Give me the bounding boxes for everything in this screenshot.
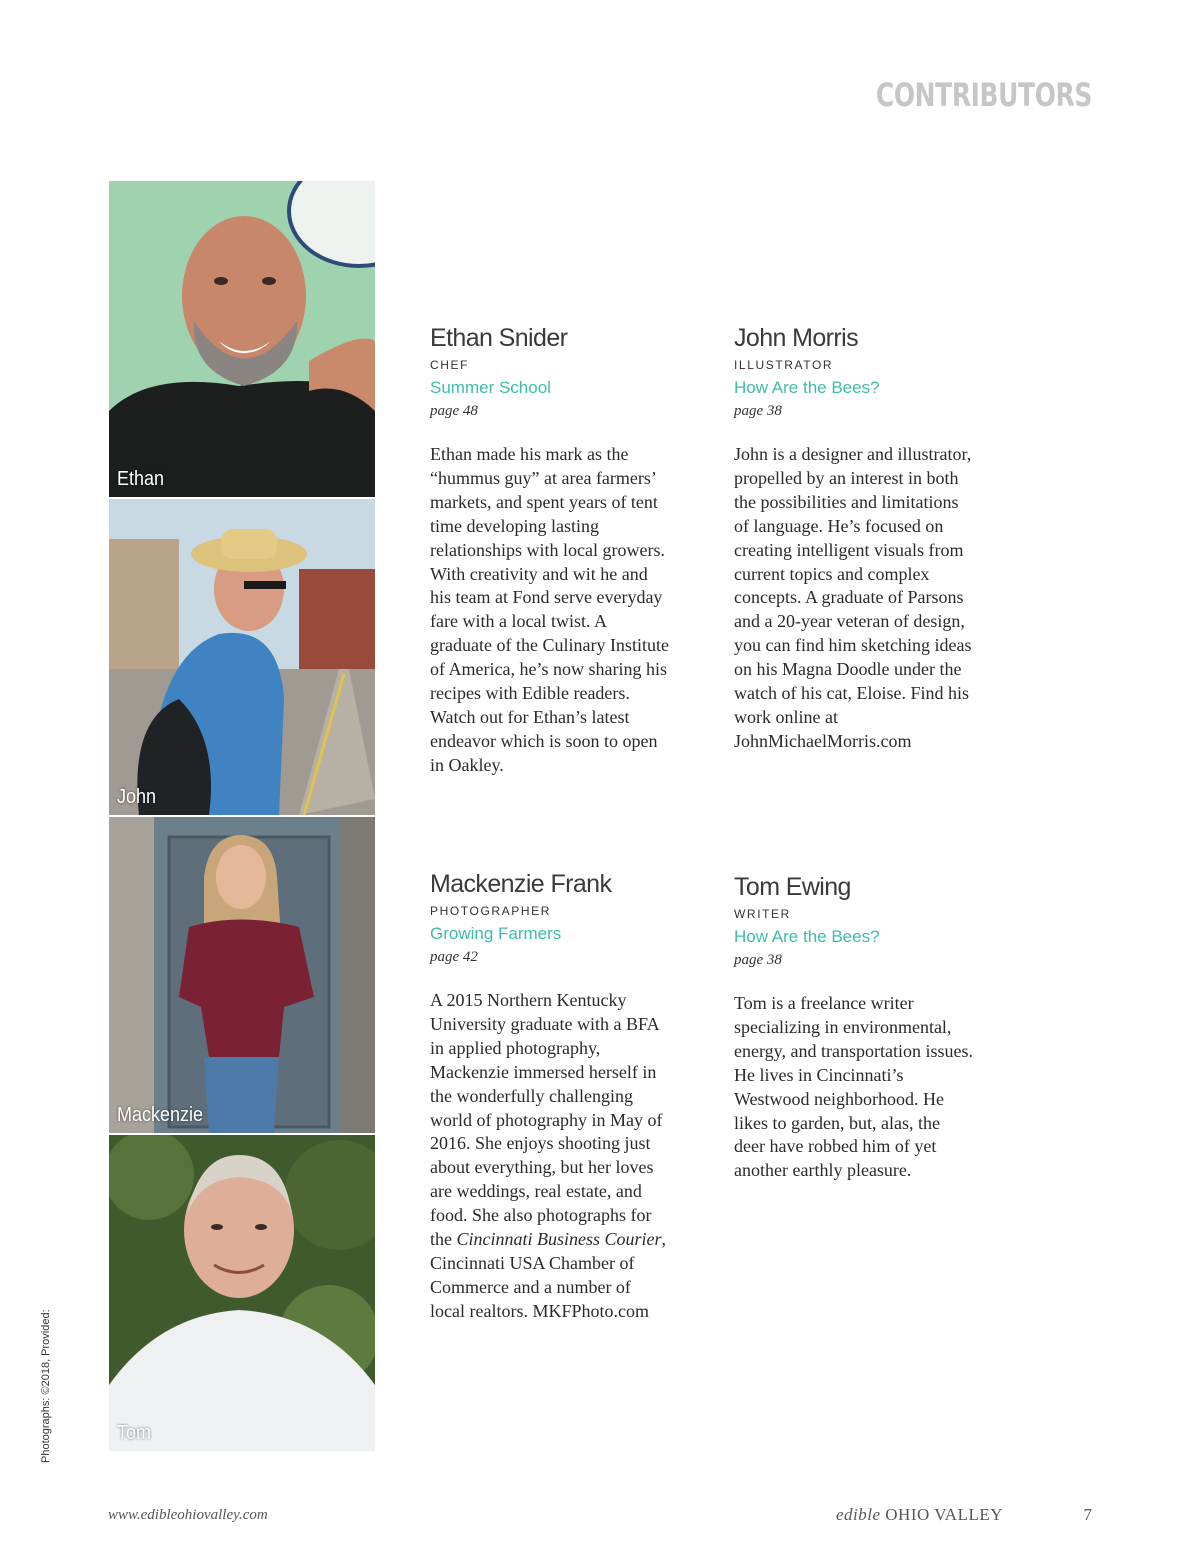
contributor-page-ref: page 48	[430, 403, 478, 419]
contributor-bio: Tom is a freelance writer specializing in environmental, energy, and transportation issues. He lives in Cincinnati’s Westwood neighborhood. He likes to garden, but, alas, the deer have robbed him of yet another earthly pleasure.	[734, 993, 973, 1181]
photo-caption-mackenzie: Mackenzie	[117, 1104, 204, 1126]
john-portrait-image	[109, 499, 375, 815]
contributor-role: PHOTOGRAPHER	[430, 904, 551, 918]
contributor-name: Mackenzie Frank	[430, 870, 612, 898]
page-number: 7	[1083, 1505, 1092, 1524]
photo-credit: Photographs: ©2018, Provided:	[40, 1309, 52, 1463]
bio-publication-title: Cincinnati Business Courier	[456, 1229, 662, 1250]
photo-caption-ethan: Ethan	[117, 468, 165, 490]
photo-mackenzie	[109, 817, 375, 1133]
footer-url-link[interactable]: www.edibleohiovalley.com	[108, 1507, 268, 1523]
photo-caption-tom: Tom	[117, 1422, 152, 1444]
contributor-article-link[interactable]: Growing Farmers	[430, 924, 562, 943]
ethan-portrait-image	[109, 181, 375, 497]
mackenzie-portrait-image	[109, 817, 375, 1133]
contributor-tom	[734, 872, 974, 1183]
photo-caption-john: John	[117, 786, 157, 808]
photo-ethan	[109, 181, 375, 497]
contributor-mackenzie	[430, 869, 670, 1324]
photo-column	[109, 181, 375, 1453]
contributor-article-link[interactable]: How Are the Bees?	[734, 378, 880, 397]
contributor-page-ref: page 42	[430, 949, 478, 965]
footer-brand-region: OHIO VALLEY	[880, 1505, 1003, 1524]
contributor-page-ref: page 38	[734, 952, 782, 968]
footer-brand	[836, 1505, 1003, 1525]
bio-text-start: A 2015 Northern Kentucky University graduate with a BFA in applied photography, Mackenzie immersed herself in the wonderfully challenging world of photography in May of 2016. She enjoys shooting just about everything, but her loves are weddings, real estate, and food. She also photographs for the	[430, 990, 663, 1250]
contributor-article-link[interactable]: How Are the Bees?	[734, 927, 880, 946]
contributor-john	[734, 323, 974, 754]
contributor-bio: Ethan made his mark as the “hummus guy” at area farmers’ markets, and spent years of tent time developing lasting relationships with local growers. With creativity and wit he and his team at Fond serve everyday fare with a local twist. A graduate of the Culinary Institute of America, he’s now sharing his recipes with Edible readers. Watch out for Ethan’s latest endeavor which is soon to open in Oakley.	[430, 444, 669, 775]
contributor-role: CHEF	[430, 358, 470, 372]
photo-tom	[109, 1135, 375, 1451]
contributor-name: John Morris	[734, 324, 858, 352]
contributor-ethan	[430, 323, 670, 778]
contributor-page-ref: page 38	[734, 403, 782, 419]
photo-john	[109, 499, 375, 815]
section-title: CONTRIBUTORS	[875, 76, 1092, 114]
contributor-article-link[interactable]: Summer School	[430, 378, 551, 397]
footer-brand-edible: edible	[835, 1505, 881, 1524]
tom-portrait-image	[109, 1135, 375, 1451]
contributor-bio	[430, 989, 670, 1324]
contributor-name: Tom Ewing	[734, 873, 851, 901]
contributor-role: ILLUSTRATOR	[734, 358, 834, 372]
contributor-name: Ethan Snider	[430, 324, 568, 352]
contributor-role: WRITER	[734, 907, 791, 921]
bio-text-end: , Cincinnati USA Chamber of Commerce and a number of local realtors. MKFPhoto.com	[430, 1229, 667, 1321]
contributor-bio: John is a designer and illustrator, propelled by an interest in both the possibilities and limitations of language. He’s focused on creating intelligent visuals from current topics and complex concepts. A graduate of Parsons and a 20-year veteran of design, you can find him sketching ideas on his Magna Doodle under the watch of his cat, Eloise. Find his work online at JohnMichaelMorris.com	[734, 444, 972, 751]
